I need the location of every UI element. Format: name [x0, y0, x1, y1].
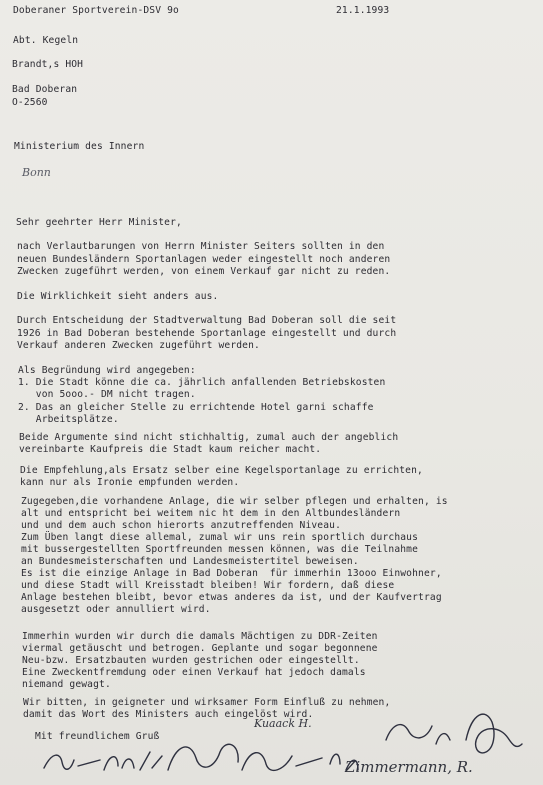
sender-postcode: O-2560: [12, 97, 48, 108]
paragraph-6-line-5: mit bussergestellten Sportfreunden messen können, was die Teilnahme: [21, 544, 419, 555]
paragraph-3-line-1: Durch Entscheidung der Stadtverwaltung Bad Doberan soll die seit: [17, 315, 397, 326]
paragraph-6-line-4: Zum Üben langt diese allemal, zumal wir uns rein sportlich durchaus: [21, 532, 419, 543]
paragraph-4-line-2: vereinbarte Kaufpreis die Stadt kaum reicher macht.: [19, 444, 322, 455]
paragraph-8-line-1: Wir bitten, in geigneter und wirksamer Form Einfluß zu nehmen,: [23, 697, 391, 708]
signature-kuaack: Kuaack H.: [254, 717, 312, 730]
reason-1-line-1: 1. Die Stadt könne die ca. jährlich anfallenden Betriebskosten: [18, 377, 386, 388]
signature-zimmermann: Zimmermann, R.: [345, 758, 473, 776]
paragraph-7-line-1: Immerhin wurden wir durch die damals Mächtigen zu DDR-Zeiten: [22, 631, 378, 642]
paragraph-6-line-7: Es ist die einzige Anlage in Bad Doberan für immerhin 13ooo Einwohner,: [21, 568, 442, 579]
recipient-city-handwritten: Bonn: [22, 166, 51, 179]
reason-1-line-2: von 5ooo.- DM nicht tragen.: [18, 389, 196, 400]
paragraph-1-line-3: Zwecken zugeführt werden, von einem Verkauf gar nicht zu reden.: [17, 266, 391, 277]
sender-town: Bad Doberan: [12, 84, 78, 95]
paragraph-3-line-2: 1926 in Bad Doberan bestehende Sportanlage eingestellt und durch: [17, 328, 397, 339]
paragraph-6-line-8: und diese Stadt will Kreisstadt bleiben! Wir fordern, daß diese: [21, 580, 395, 591]
closing-phrase: Mit freundlichem Gruß: [35, 731, 160, 742]
paragraph-6-line-10: ausgesetzt oder annulliert wird.: [21, 604, 211, 615]
sender-name: Doberaner Sportverein-DSV 9o: [13, 5, 179, 16]
sender-department: Abt. Kegeln: [13, 35, 79, 46]
paragraph-7-line-2: viermal getäuscht und betrogen. Geplante und sogar begonnene: [22, 643, 378, 654]
paragraph-5-line-1: Die Empfehlung,als Ersatz selber eine Kegelsportanlage zu errichten,: [20, 465, 423, 476]
paragraph-6-line-1: Zugegeben,die vorhandene Anlage, die wir selber pflegen und erhalten, is: [21, 496, 448, 507]
paragraph-5-line-2: kann nur als Ironie empfunden werden.: [20, 477, 240, 488]
paragraph-6-line-6: an Bundesmeisterschaften und Landesmeistertitel beweisen.: [21, 556, 359, 567]
paragraph-6-line-9: Anlage bestehen bleibt, bevor etwas anderes da ist, und der Kaufvertrag: [21, 592, 442, 603]
paragraph-8-line-2: damit das Wort des Ministers auch eingelöst wird.: [23, 709, 314, 720]
letter-date: 21.1.1993: [336, 5, 390, 16]
paragraph-6-line-2: alt und entspricht bei weitem nic ht dem in den Altbundesländern: [21, 508, 401, 519]
recipient-name: Ministerium des Innern: [14, 141, 145, 152]
paragraph-7-line-4: Eine Zweckentfremdung oder einen Verkauf hat jedoch damals: [22, 667, 366, 678]
paragraph-1-line-2: neuen Bundesländern Sportanlagen weder eingestellt noch anderen: [17, 254, 391, 265]
paragraph-7-line-3: Neu-bzw. Ersatzbauten wurden gestrichen oder eingestellt.: [22, 655, 360, 666]
sender-contact: Brandt,s HOH: [12, 59, 84, 70]
paragraph-3-line-3: Verkauf anderen Zwecken zugeführt werden.: [17, 340, 260, 351]
paragraph-7-line-5: niemand gewagt.: [22, 679, 111, 690]
paragraph-6-line-3: und und dem auch schon hierorts anzutreffenden Niveau.: [21, 520, 341, 531]
paragraph-1-line-1: nach Verlautbarungen von Herrn Minister Seiters sollten in den: [17, 241, 385, 252]
paragraph-2: Die Wirklichkeit sieht anders aus.: [17, 291, 219, 302]
salutation: Sehr geehrter Herr Minister,: [16, 217, 182, 228]
paragraph-4-line-1: Beide Argumente sind nicht stichhaltig, zumal auch der angeblich: [19, 432, 399, 443]
reason-2-line-1: 2. Das an gleicher Stelle zu errichtende Hotel garni schaffe: [18, 402, 374, 413]
reasons-intro: Als Begründung wird angegeben:: [18, 365, 196, 376]
reason-2-line-2: Arbeitsplätze.: [18, 414, 119, 425]
